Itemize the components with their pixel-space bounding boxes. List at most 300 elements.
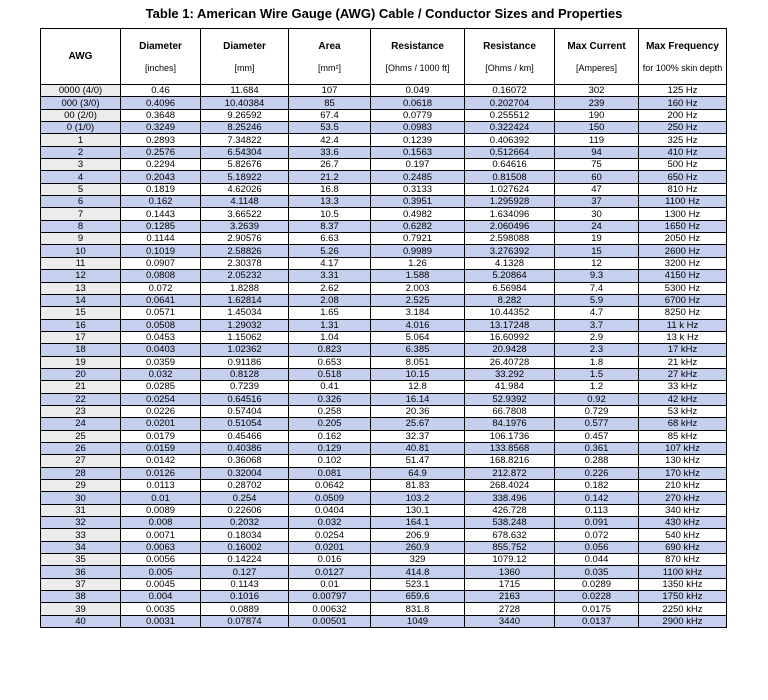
- cell-diameter-mm: 0.254: [201, 492, 289, 504]
- cell-resistance-km: 0.64616: [465, 159, 555, 171]
- cell-resistance-ft: 4.016: [371, 319, 465, 331]
- cell-max-current: 0.091: [555, 517, 639, 529]
- cell-max-frequency: 6700 Hz: [639, 294, 727, 306]
- header-label: Diameter: [139, 40, 182, 52]
- cell-awg: 33: [41, 529, 121, 541]
- cell-resistance-km: 106.1736: [465, 430, 555, 442]
- cell-max-current: 119: [555, 134, 639, 146]
- cell-resistance-ft: 8.051: [371, 356, 465, 368]
- cell-diameter-mm: 7.34822: [201, 134, 289, 146]
- table-row: [41, 183, 727, 195]
- cell-awg: 7: [41, 208, 121, 220]
- cell-awg: 11: [41, 257, 121, 269]
- cell-max-frequency: 1650 Hz: [639, 220, 727, 232]
- cell-area: 0.823: [289, 344, 371, 356]
- cell-max-frequency: 8250 Hz: [639, 307, 727, 319]
- cell-area: 0.0254: [289, 529, 371, 541]
- cell-resistance-km: 855.752: [465, 541, 555, 553]
- cell-resistance-km: 8.282: [465, 294, 555, 306]
- cell-max-frequency: 68 kHz: [639, 418, 727, 430]
- cell-resistance-ft: 2.525: [371, 294, 465, 306]
- header-row: [41, 29, 727, 85]
- header-label: Area: [318, 40, 341, 52]
- cell-resistance-ft: 1049: [371, 615, 465, 627]
- cell-area: 0.0201: [289, 541, 371, 553]
- cell-max-current: 24: [555, 220, 639, 232]
- cell-resistance-ft: 6.385: [371, 344, 465, 356]
- cell-area: 10.5: [289, 208, 371, 220]
- cell-max-frequency: 27 kHz: [639, 368, 727, 380]
- cell-diameter-inches: 0.1144: [121, 233, 201, 245]
- cell-area: 1.31: [289, 319, 371, 331]
- cell-diameter-mm: 0.1143: [201, 578, 289, 590]
- cell-diameter-mm: 0.40386: [201, 442, 289, 454]
- cell-area: 67.4: [289, 109, 371, 121]
- cell-resistance-km: 338.496: [465, 492, 555, 504]
- header-diameter-inches: [121, 29, 201, 85]
- cell-area: 0.00797: [289, 591, 371, 603]
- cell-area: 0.0404: [289, 504, 371, 516]
- cell-awg: 4: [41, 171, 121, 183]
- cell-max-frequency: 270 kHz: [639, 492, 727, 504]
- table-title: Table 1: American Wire Gauge (AWG) Cable / Conductor Sizes and Properties: [145, 6, 623, 21]
- table-row: [41, 504, 727, 516]
- cell-resistance-ft: 10.15: [371, 368, 465, 380]
- table-row: [41, 566, 727, 578]
- cell-diameter-inches: 0.0808: [121, 270, 201, 282]
- table-row: [41, 245, 727, 257]
- cell-resistance-ft: 3.184: [371, 307, 465, 319]
- cell-resistance-km: 268.4024: [465, 480, 555, 492]
- table-row: [41, 307, 727, 319]
- cell-diameter-inches: 0.0035: [121, 603, 201, 615]
- table-row: [41, 331, 727, 343]
- cell-max-current: 239: [555, 97, 639, 109]
- header-max-current: [555, 29, 639, 85]
- cell-area: 0.00632: [289, 603, 371, 615]
- cell-max-frequency: 21 kHz: [639, 356, 727, 368]
- cell-diameter-inches: 0.2893: [121, 134, 201, 146]
- cell-resistance-ft: 2.003: [371, 282, 465, 294]
- table-row: [41, 418, 727, 430]
- cell-diameter-mm: 1.62814: [201, 294, 289, 306]
- cell-max-current: 0.0289: [555, 578, 639, 590]
- cell-area: 2.62: [289, 282, 371, 294]
- cell-resistance-km: 0.16072: [465, 85, 555, 97]
- cell-resistance-ft: 0.1239: [371, 134, 465, 146]
- cell-diameter-mm: 8.25246: [201, 122, 289, 134]
- cell-resistance-km: 678.632: [465, 529, 555, 541]
- cell-area: 0.41: [289, 381, 371, 393]
- cell-diameter-inches: 0.46: [121, 85, 201, 97]
- cell-max-frequency: 430 kHz: [639, 517, 727, 529]
- cell-diameter-inches: 0.3648: [121, 109, 201, 121]
- cell-resistance-ft: 164.1: [371, 517, 465, 529]
- cell-area: 1.04: [289, 331, 371, 343]
- cell-awg: 35: [41, 554, 121, 566]
- cell-resistance-ft: 0.7921: [371, 233, 465, 245]
- cell-area: 0.129: [289, 442, 371, 454]
- cell-area: 21.2: [289, 171, 371, 183]
- table-row: [41, 381, 727, 393]
- cell-diameter-inches: 0.0142: [121, 455, 201, 467]
- cell-max-frequency: 690 kHz: [639, 541, 727, 553]
- table-row: [41, 455, 727, 467]
- cell-diameter-inches: 0.0089: [121, 504, 201, 516]
- cell-max-frequency: 130 kHz: [639, 455, 727, 467]
- cell-max-current: 60: [555, 171, 639, 183]
- cell-max-frequency: 1100 kHz: [639, 566, 727, 578]
- cell-area: 107: [289, 85, 371, 97]
- cell-diameter-mm: 0.64516: [201, 393, 289, 405]
- cell-diameter-inches: 0.0453: [121, 331, 201, 343]
- cell-resistance-ft: 0.2485: [371, 171, 465, 183]
- cell-max-frequency: 53 kHz: [639, 405, 727, 417]
- cell-max-current: 7.4: [555, 282, 639, 294]
- cell-diameter-inches: 0.0285: [121, 381, 201, 393]
- cell-max-current: 15: [555, 245, 639, 257]
- cell-max-current: 30: [555, 208, 639, 220]
- header-label: AWG: [68, 51, 93, 62]
- cell-awg: 40: [41, 615, 121, 627]
- cell-max-current: 190: [555, 109, 639, 121]
- cell-resistance-ft: 659.6: [371, 591, 465, 603]
- cell-awg: 23: [41, 405, 121, 417]
- cell-max-current: 2.9: [555, 331, 639, 343]
- cell-awg: 39: [41, 603, 121, 615]
- cell-max-current: 302: [555, 85, 639, 97]
- header-unit: [Amperes]: [575, 62, 617, 73]
- cell-diameter-mm: 0.91186: [201, 356, 289, 368]
- cell-resistance-km: 41.984: [465, 381, 555, 393]
- cell-awg: 38: [41, 591, 121, 603]
- cell-area: 0.0509: [289, 492, 371, 504]
- table-row: [41, 480, 727, 492]
- cell-resistance-ft: 5.064: [371, 331, 465, 343]
- table-row: [41, 270, 727, 282]
- cell-max-current: 0.226: [555, 467, 639, 479]
- cell-max-current: 9.3: [555, 270, 639, 282]
- table-row: [41, 344, 727, 356]
- cell-diameter-inches: 0.072: [121, 282, 201, 294]
- header-awg: [41, 29, 121, 85]
- cell-diameter-mm: 2.58826: [201, 245, 289, 257]
- cell-area: 85: [289, 97, 371, 109]
- table-row: [41, 578, 727, 590]
- cell-max-frequency: 170 kHz: [639, 467, 727, 479]
- cell-awg: 37: [41, 578, 121, 590]
- cell-diameter-mm: 3.2639: [201, 220, 289, 232]
- cell-resistance-km: 1360: [465, 566, 555, 578]
- cell-resistance-ft: 0.0983: [371, 122, 465, 134]
- cell-max-current: 75: [555, 159, 639, 171]
- cell-awg: 14: [41, 294, 121, 306]
- cell-resistance-ft: 1.26: [371, 257, 465, 269]
- cell-diameter-mm: 0.57404: [201, 405, 289, 417]
- cell-diameter-inches: 0.008: [121, 517, 201, 529]
- cell-diameter-inches: 0.0359: [121, 356, 201, 368]
- table-row: [41, 554, 727, 566]
- cell-diameter-mm: 2.90576: [201, 233, 289, 245]
- header-unit: [Ohms / km]: [485, 62, 534, 73]
- cell-resistance-km: 0.512664: [465, 146, 555, 158]
- cell-max-current: 2.3: [555, 344, 639, 356]
- cell-max-current: 0.729: [555, 405, 639, 417]
- cell-resistance-ft: 0.0779: [371, 109, 465, 121]
- cell-diameter-inches: 0.032: [121, 368, 201, 380]
- cell-area: 0.01: [289, 578, 371, 590]
- cell-area: 42.4: [289, 134, 371, 146]
- header-resistance-ft: [371, 29, 465, 85]
- cell-max-frequency: 160 Hz: [639, 97, 727, 109]
- cell-max-current: 0.92: [555, 393, 639, 405]
- cell-diameter-mm: 4.1148: [201, 196, 289, 208]
- cell-resistance-km: 4.1328: [465, 257, 555, 269]
- cell-awg: 2: [41, 146, 121, 158]
- cell-area: 0.162: [289, 430, 371, 442]
- cell-diameter-mm: 5.18922: [201, 171, 289, 183]
- cell-diameter-mm: 0.28702: [201, 480, 289, 492]
- cell-max-frequency: 4150 Hz: [639, 270, 727, 282]
- cell-awg: 9: [41, 233, 121, 245]
- table-row: [41, 233, 727, 245]
- cell-resistance-ft: 0.1563: [371, 146, 465, 158]
- cell-diameter-inches: 0.3249: [121, 122, 201, 134]
- table-row: [41, 282, 727, 294]
- cell-diameter-mm: 0.0889: [201, 603, 289, 615]
- cell-resistance-ft: 20.36: [371, 405, 465, 417]
- cell-max-current: 0.0137: [555, 615, 639, 627]
- cell-resistance-km: 1.634096: [465, 208, 555, 220]
- cell-area: 0.258: [289, 405, 371, 417]
- cell-awg: 32: [41, 517, 121, 529]
- table-row: [41, 368, 727, 380]
- cell-resistance-ft: 831.8: [371, 603, 465, 615]
- cell-resistance-ft: 16.14: [371, 393, 465, 405]
- table-row: [41, 591, 727, 603]
- cell-diameter-inches: 0.0254: [121, 393, 201, 405]
- cell-max-frequency: 1300 Hz: [639, 208, 727, 220]
- cell-max-frequency: 650 Hz: [639, 171, 727, 183]
- cell-resistance-km: 2.060496: [465, 220, 555, 232]
- cell-resistance-km: 168.8216: [465, 455, 555, 467]
- cell-diameter-mm: 1.45034: [201, 307, 289, 319]
- table-row: [41, 122, 727, 134]
- cell-diameter-mm: 2.05232: [201, 270, 289, 282]
- cell-diameter-inches: 0.1285: [121, 220, 201, 232]
- cell-max-current: 4.7: [555, 307, 639, 319]
- table-row: [41, 615, 727, 627]
- cell-resistance-km: 2163: [465, 591, 555, 603]
- cell-diameter-inches: 0.0201: [121, 418, 201, 430]
- cell-awg: 27: [41, 455, 121, 467]
- cell-diameter-mm: 0.36068: [201, 455, 289, 467]
- cell-max-current: 37: [555, 196, 639, 208]
- cell-resistance-km: 16.60992: [465, 331, 555, 343]
- header-unit: [inches]: [144, 62, 177, 73]
- cell-area: 6.63: [289, 233, 371, 245]
- table-row: [41, 393, 727, 405]
- cell-diameter-inches: 0.1819: [121, 183, 201, 195]
- cell-diameter-inches: 0.162: [121, 196, 201, 208]
- cell-diameter-inches: 0.0045: [121, 578, 201, 590]
- cell-area: 13.3: [289, 196, 371, 208]
- cell-max-current: 1.5: [555, 368, 639, 380]
- cell-diameter-inches: 0.1443: [121, 208, 201, 220]
- table-row: [41, 356, 727, 368]
- cell-awg: 22: [41, 393, 121, 405]
- cell-awg: 30: [41, 492, 121, 504]
- cell-awg: 18: [41, 344, 121, 356]
- cell-diameter-mm: 0.7239: [201, 381, 289, 393]
- table-row: [41, 257, 727, 269]
- cell-resistance-km: 212.872: [465, 467, 555, 479]
- table-row: [41, 541, 727, 553]
- header-unit: [Ohms / 1000 ft]: [385, 62, 450, 73]
- cell-diameter-mm: 0.07874: [201, 615, 289, 627]
- cell-resistance-km: 20.9428: [465, 344, 555, 356]
- cell-max-frequency: 13 k Hz: [639, 331, 727, 343]
- cell-resistance-km: 0.406392: [465, 134, 555, 146]
- cell-resistance-km: 5.20864: [465, 270, 555, 282]
- cell-area: 0.102: [289, 455, 371, 467]
- cell-diameter-mm: 3.66522: [201, 208, 289, 220]
- cell-awg: 31: [41, 504, 121, 516]
- cell-diameter-inches: 0.2043: [121, 171, 201, 183]
- cell-max-current: 5.9: [555, 294, 639, 306]
- cell-resistance-ft: 64.9: [371, 467, 465, 479]
- cell-awg: 16: [41, 319, 121, 331]
- cell-max-current: 0.035: [555, 566, 639, 578]
- cell-diameter-mm: 0.18034: [201, 529, 289, 541]
- cell-resistance-km: 133.8568: [465, 442, 555, 454]
- cell-awg: 8: [41, 220, 121, 232]
- cell-resistance-km: 13.17248: [465, 319, 555, 331]
- cell-diameter-inches: 0.0056: [121, 554, 201, 566]
- cell-diameter-inches: 0.2294: [121, 159, 201, 171]
- cell-diameter-inches: 0.0907: [121, 257, 201, 269]
- cell-area: 0.081: [289, 467, 371, 479]
- cell-diameter-mm: 11.684: [201, 85, 289, 97]
- cell-resistance-ft: 32.37: [371, 430, 465, 442]
- cell-diameter-mm: 0.14224: [201, 554, 289, 566]
- cell-awg: 1: [41, 134, 121, 146]
- cell-max-frequency: 42 kHz: [639, 393, 727, 405]
- cell-diameter-inches: 0.004: [121, 591, 201, 603]
- table-body: [41, 85, 727, 628]
- cell-max-current: 0.0228: [555, 591, 639, 603]
- cell-max-frequency: 1750 kHz: [639, 591, 727, 603]
- cell-area: 0.032: [289, 517, 371, 529]
- header-unit: [mm]: [234, 62, 255, 73]
- cell-diameter-mm: 0.2032: [201, 517, 289, 529]
- cell-resistance-ft: 206.9: [371, 529, 465, 541]
- cell-max-frequency: 1350 kHz: [639, 578, 727, 590]
- cell-area: 53.5: [289, 122, 371, 134]
- cell-resistance-ft: 130.1: [371, 504, 465, 516]
- cell-max-frequency: 33 kHz: [639, 381, 727, 393]
- cell-resistance-km: 10.44352: [465, 307, 555, 319]
- cell-area: 0.205: [289, 418, 371, 430]
- cell-resistance-ft: 0.3133: [371, 183, 465, 195]
- cell-area: 3.31: [289, 270, 371, 282]
- cell-max-frequency: 11 k Hz: [639, 319, 727, 331]
- header-unit: [mm²]: [318, 62, 341, 73]
- cell-max-current: 12: [555, 257, 639, 269]
- cell-max-current: 0.457: [555, 430, 639, 442]
- cell-resistance-km: 1.027624: [465, 183, 555, 195]
- header-label: Diameter: [223, 40, 266, 52]
- cell-area: 8.37: [289, 220, 371, 232]
- cell-resistance-ft: 0.197: [371, 159, 465, 171]
- table-row: [41, 603, 727, 615]
- cell-max-frequency: 410 Hz: [639, 146, 727, 158]
- cell-max-current: 150: [555, 122, 639, 134]
- cell-diameter-inches: 0.0071: [121, 529, 201, 541]
- table-row: [41, 196, 727, 208]
- cell-diameter-inches: 0.2576: [121, 146, 201, 158]
- cell-diameter-mm: 5.82676: [201, 159, 289, 171]
- table-row: [41, 208, 727, 220]
- cell-max-current: 1.2: [555, 381, 639, 393]
- header-resistance-km: [465, 29, 555, 85]
- cell-resistance-km: 33.292: [465, 368, 555, 380]
- cell-diameter-inches: 0.0641: [121, 294, 201, 306]
- cell-max-frequency: 500 Hz: [639, 159, 727, 171]
- cell-resistance-ft: 25.67: [371, 418, 465, 430]
- cell-max-frequency: 2900 kHz: [639, 615, 727, 627]
- cell-resistance-km: 0.322424: [465, 122, 555, 134]
- cell-resistance-ft: 0.9989: [371, 245, 465, 257]
- cell-diameter-mm: 1.15062: [201, 331, 289, 343]
- table-row: [41, 529, 727, 541]
- table-row: [41, 294, 727, 306]
- cell-max-current: 0.044: [555, 554, 639, 566]
- cell-awg: 34: [41, 541, 121, 553]
- cell-max-frequency: 1100 Hz: [639, 196, 727, 208]
- cell-resistance-ft: 0.3951: [371, 196, 465, 208]
- header-label: Max Frequency: [646, 40, 719, 52]
- cell-awg: 24: [41, 418, 121, 430]
- cell-area: 0.0127: [289, 566, 371, 578]
- cell-diameter-mm: 1.29032: [201, 319, 289, 331]
- table-row: [41, 517, 727, 529]
- cell-diameter-inches: 0.1019: [121, 245, 201, 257]
- cell-awg: 28: [41, 467, 121, 479]
- cell-max-frequency: 325 Hz: [639, 134, 727, 146]
- cell-awg: 20: [41, 368, 121, 380]
- cell-max-current: 0.361: [555, 442, 639, 454]
- cell-diameter-inches: 0.005: [121, 566, 201, 578]
- cell-resistance-km: 52.9392: [465, 393, 555, 405]
- cell-diameter-mm: 0.22606: [201, 504, 289, 516]
- cell-resistance-km: 66.7808: [465, 405, 555, 417]
- cell-diameter-inches: 0.0179: [121, 430, 201, 442]
- awg-table: [40, 28, 727, 628]
- table-row: [41, 430, 727, 442]
- table-row: [41, 319, 727, 331]
- cell-awg: 12: [41, 270, 121, 282]
- cell-awg: 29: [41, 480, 121, 492]
- cell-diameter-mm: 6.54304: [201, 146, 289, 158]
- cell-max-frequency: 2250 kHz: [639, 603, 727, 615]
- table-row: [41, 442, 727, 454]
- table-row: [41, 109, 727, 121]
- cell-diameter-mm: 0.32004: [201, 467, 289, 479]
- cell-max-frequency: 870 kHz: [639, 554, 727, 566]
- cell-resistance-km: 1079.12: [465, 554, 555, 566]
- cell-diameter-mm: 2.30378: [201, 257, 289, 269]
